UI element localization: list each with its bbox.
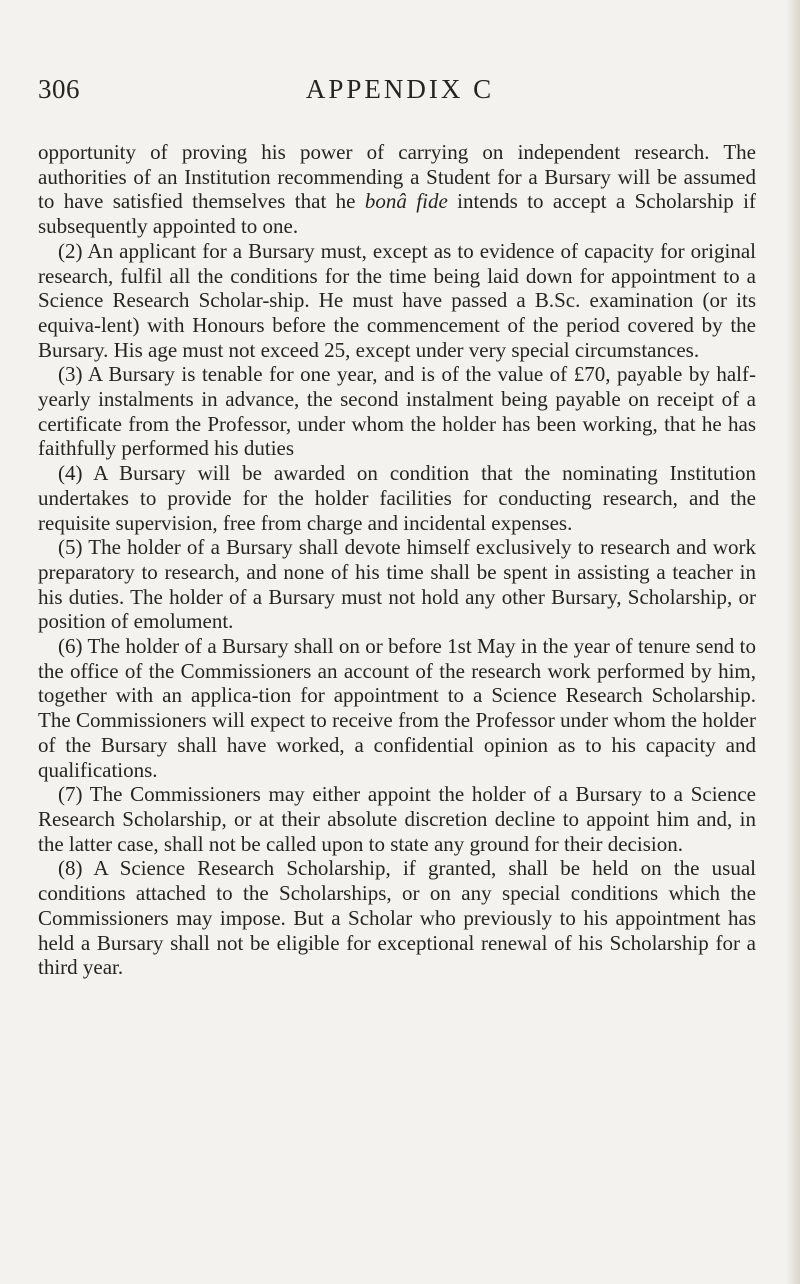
body-text (38, 140, 756, 980)
clause-7: (7) The Commissioners may either appoint the holder of a Bursary to a Science Research Scholarship, or at their absolute discretion decline to appoint him and, in the latter case, shall not be called upon to state any ground for their decision. (38, 782, 756, 856)
italic-phrase: bonâ fide (364, 189, 448, 214)
paragraph-text: opportunity of proving his power of carrying on independent research. The authorities of an Institution recommending a Student for a Bursary will be assumed to have satisfied themselves that he (38, 140, 756, 214)
paragraph-text: intends to accept a Scholarship if subsequently appointed to one. (38, 189, 756, 239)
clause-8: (8) A Science Research Scholarship, if granted, shall be held on the usual conditions attached to the Scholarships, or on any special conditions which the Commissioners may impose. But a Scholar who previously to his appointment has held a Bursary shall not be eligible for exceptional renewal of his Scholarship for a third year. (38, 856, 756, 980)
paragraph-continuation (38, 140, 756, 239)
clause-2: (2) An applicant for a Bursary must, except as to evidence of capacity for original research, fulfil all the conditions for the time being laid down for appointment to a Science Research Scholar-ship. He must have passed a B.Sc. examination (or its equiva-lent) with Honours before the commencement of the period covered by the Bursary. His age must not exceed 25, except under very special circumstances. (38, 238, 756, 362)
clause-3: (3) A Bursary is tenable for one year, and is of the value of £70, payable by half-yearly instalments in advance, the second instalment being payable on receipt of a certificate from the Professor, under whom the holder has been working, that he has faithfully performed his duties (38, 362, 756, 461)
page-number: 306 (38, 74, 80, 104)
clause-6: (6) The holder of a Bursary shall on or before 1st May in the year of tenure send to the office of the Commissioners an account of the research work performed by him, together with an applica-tion for appointment to a Science Research Scholarship. The Commissioners will expect to receive from the Professor under whom the holder of the Bursary shall have worked, a confidential opinion as to his capacity and qualifications. (38, 634, 756, 782)
page-edge (786, 0, 800, 1284)
clause-4: (4) A Bursary will be awarded on condition that the nominating Institution undertakes to provide for the holder facilities for conducting research, and the requisite supervision, free from charge and incidental expenses. (38, 461, 756, 535)
running-head: APPENDIX C (305, 74, 495, 104)
page-header (0, 74, 800, 114)
clause-5: (5) The holder of a Bursary shall devote himself exclusively to research and work preparatory to research, and none of his time shall be spent in assisting a teacher in his duties. The holder of a Bursary must not hold any other Bursary, Scholarship, or position of emolument. (38, 535, 756, 634)
